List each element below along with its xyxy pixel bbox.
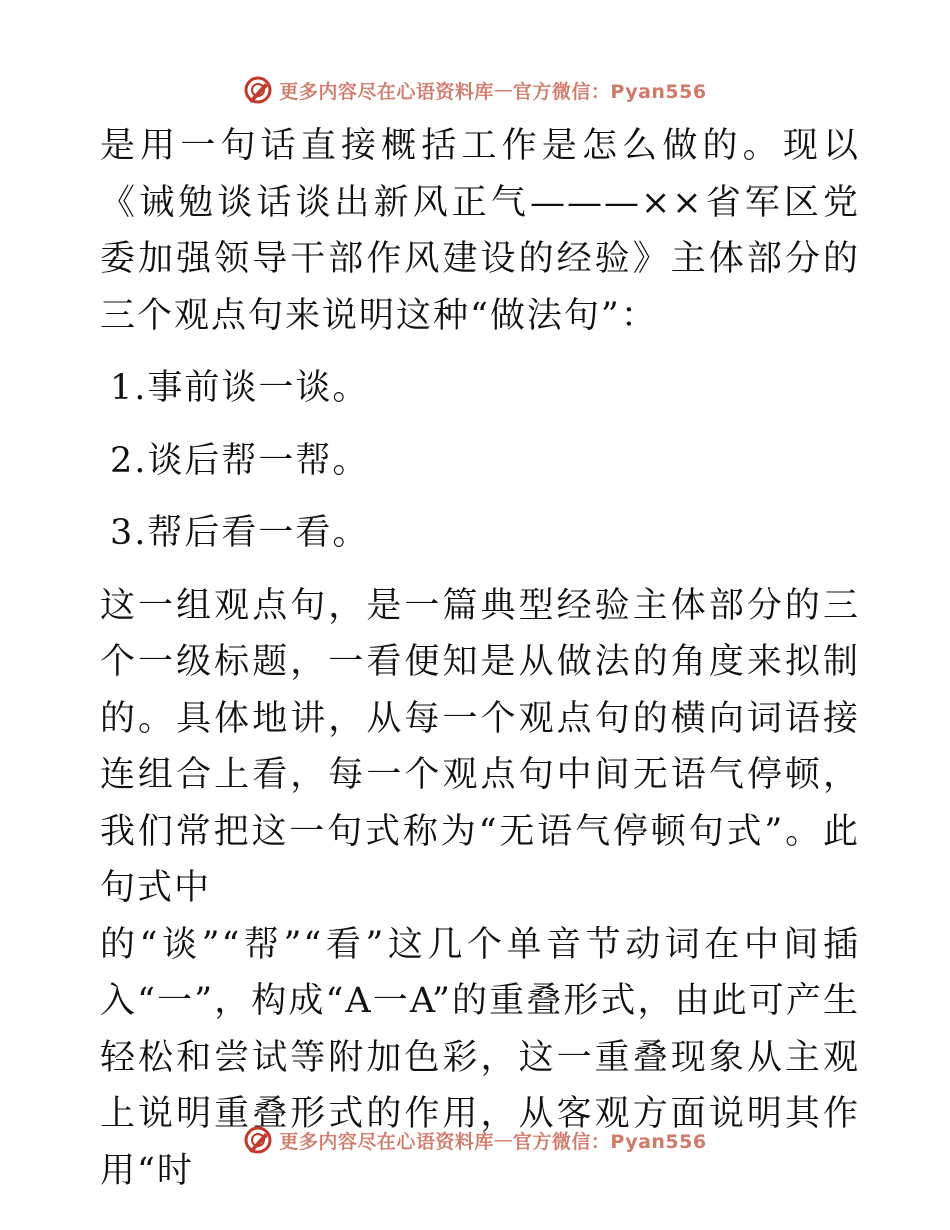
watermark-text: 更多内容尽在心语资料库 (279, 1130, 494, 1153)
paragraph-continuation: 的“谈”“帮”“看”这几个单音节动词在中间插入“一”，构成“A一A”的重叠形式，由此可产生轻松和尝试等附加色彩，这一重叠现象从主观上说明重叠形式的作用，从客观方面说明其作用“时 (100, 924, 860, 1191)
header-watermark (0, 70, 950, 110)
list-item-2: 2.谈后帮一帮。 (110, 440, 370, 481)
paragraph-intro: 是用一句话直接概括工作是怎么做的。现以《诫勉谈话谈出新风正气———××省军区党委加强领导干部作风建设的经验》主体部分的三个观点句来说明这种“做法句”： (100, 126, 860, 336)
document-body (100, 118, 860, 1199)
footer-watermark (0, 1120, 950, 1160)
list-item-3: 3.帮后看一看。 (110, 513, 370, 553)
watermark-text: 更多内容尽在心语资料库 (279, 80, 494, 103)
paragraph-analysis: 这一组观点句，是一篇典型经验主体部分的三个一级标题，一看便知是从做法的角度来拟制的。具体地讲，从每一个观点句的横向词语接连组合上看，每一个观点句中间无语气停顿，我们常把这一句式称为“无语气停顿句式”。此句式中 (100, 585, 860, 908)
watermark-separator: — (493, 79, 513, 101)
watermark-separator: — (493, 1129, 513, 1151)
wechat-text: 官方微信：Pyan556 (512, 1130, 707, 1153)
brush-logo-icon (243, 1125, 273, 1155)
list-item-1: 1.事前谈一谈。 (110, 368, 370, 408)
brush-logo-icon (243, 75, 273, 105)
wechat-text: 官方微信：Pyan556 (512, 80, 707, 103)
